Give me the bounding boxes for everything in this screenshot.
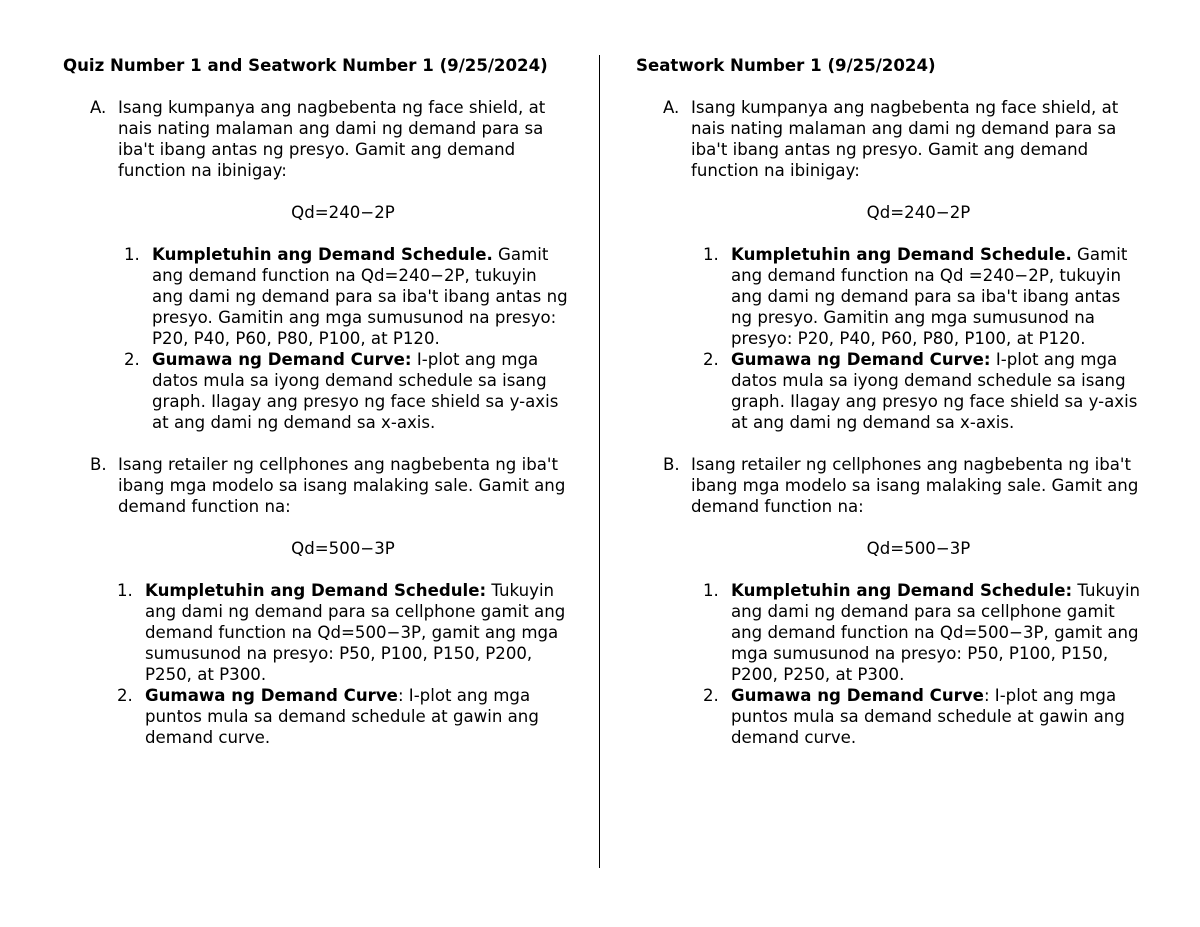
task-text: Gamit ang demand function na Qd =240−2P, tukuyin ang dami ng demand para sa iba't ibang antas ng presyo. Gamitin ang mga sumusunod na presyo: P20, P40, P60, P80, P100, at P120.: [731, 245, 1128, 348]
right-column: [636, 55, 1146, 748]
task-heading: Gumawa ng Demand Curve:: [731, 350, 991, 369]
task-number: 1.: [703, 581, 719, 600]
task-heading: Kumpletuhin ang Demand Schedule:: [731, 581, 1073, 600]
task-list: [697, 580, 1146, 748]
left-title: Quiz Number 1 and Seatwork Number 1 (9/25/2024): [63, 56, 548, 75]
task-text: : I-plot ang mga puntos mula sa demand schedule at gawin ang demand curve.: [731, 686, 1125, 747]
task-item: [118, 244, 568, 349]
task-item: [111, 580, 568, 685]
task-item: [697, 580, 1146, 685]
section-intro: Isang retailer ng cellphones ang nagbebenta ng iba't ibang mga modelo sa isang malaking sale. Gamit ang demand function na:: [118, 455, 566, 516]
task-heading: Gumawa ng Demand Curve: [145, 686, 398, 705]
task-text: I-plot ang mga datos mula sa iyong demand schedule sa isang graph. Ilagay ang presyo ng face shield sa y-axis at ang dami ng demand sa x-axis.: [731, 350, 1138, 432]
section-intro: Isang retailer ng cellphones ang nagbebenta ng iba't ibang mga modelo sa isang malaking sale. Gamit ang demand function na:: [691, 455, 1139, 516]
column-divider: [599, 55, 600, 868]
task-number: 1.: [124, 245, 140, 264]
task-text: I-plot ang mga datos mula sa iyong demand schedule sa isang graph. Ilagay ang presyo ng face shield sa y-axis at ang dami ng demand sa x-axis.: [152, 350, 559, 432]
section-marker: A.: [663, 98, 680, 117]
task-heading: Gumawa ng Demand Curve:: [152, 350, 412, 369]
section-intro: Isang kumpanya ang nagbebenta ng face shield, at nais nating malaman ang dami ng demand para sa iba't ibang antas ng presyo. Gamit ang demand function na ibinigay:: [118, 98, 546, 180]
task-item: [118, 349, 568, 433]
task-number: 2.: [124, 350, 140, 369]
task-number: 1.: [703, 245, 719, 264]
task-list: [111, 580, 568, 748]
task-text: Tukuyin ang dami ng demand para sa cellphone gamit ang demand function na Qd=500−3P, gamit ang mga sumusunod na presyo: P50, P100, P150, P200, P250, at P300.: [731, 581, 1141, 684]
section-intro: Isang kumpanya ang nagbebenta ng face shield, at nais nating malaman ang dami ng demand para sa iba't ibang antas ng presyo. Gamit ang demand function na ibinigay:: [691, 98, 1119, 180]
task-number: 2.: [117, 686, 133, 705]
task-item: [697, 244, 1146, 349]
section-marker: A.: [90, 98, 107, 117]
task-heading: Kumpletuhin ang Demand Schedule.: [731, 245, 1072, 264]
section-marker: B.: [90, 455, 107, 474]
task-number: 1.: [117, 581, 133, 600]
demand-equation: Qd=500−3P: [291, 539, 395, 558]
right-title: Seatwork Number 1 (9/25/2024): [636, 56, 936, 75]
task-number: 2.: [703, 350, 719, 369]
left-column: [63, 55, 568, 748]
left-section-b: [63, 454, 568, 748]
task-number: 2.: [703, 686, 719, 705]
task-heading: Kumpletuhin ang Demand Schedule.: [152, 245, 493, 264]
right-section-b: [636, 454, 1146, 748]
task-text: : I-plot ang mga puntos mula sa demand schedule at gawin ang demand curve.: [145, 686, 539, 747]
section-marker: B.: [663, 455, 680, 474]
task-item: [697, 349, 1146, 433]
task-text: Tukuyin ang dami ng demand para sa cellphone gamit ang demand function na Qd=500−3P, gamit ang mga sumusunod na presyo: P50, P100, P150, P200, P250, at P300.: [145, 581, 566, 684]
task-text: Gamit ang demand function na Qd=240−2P, tukuyin ang dami ng demand para sa iba't ibang antas ng presyo. Gamitin ang mga sumusunod na presyo: P20, P40, P60, P80, P100, at P120.: [152, 245, 568, 348]
demand-equation: Qd=240−2P: [291, 203, 395, 222]
task-item: [697, 685, 1146, 748]
right-section-a: [636, 97, 1146, 433]
demand-equation: Qd=240−2P: [866, 203, 971, 222]
task-item: [111, 685, 568, 748]
task-list: [697, 244, 1146, 433]
left-section-a: [63, 97, 568, 433]
demand-equation: Qd=500−3P: [866, 539, 971, 558]
task-list: [118, 244, 568, 433]
task-heading: Gumawa ng Demand Curve: [731, 686, 984, 705]
task-heading: Kumpletuhin ang Demand Schedule:: [145, 581, 487, 600]
